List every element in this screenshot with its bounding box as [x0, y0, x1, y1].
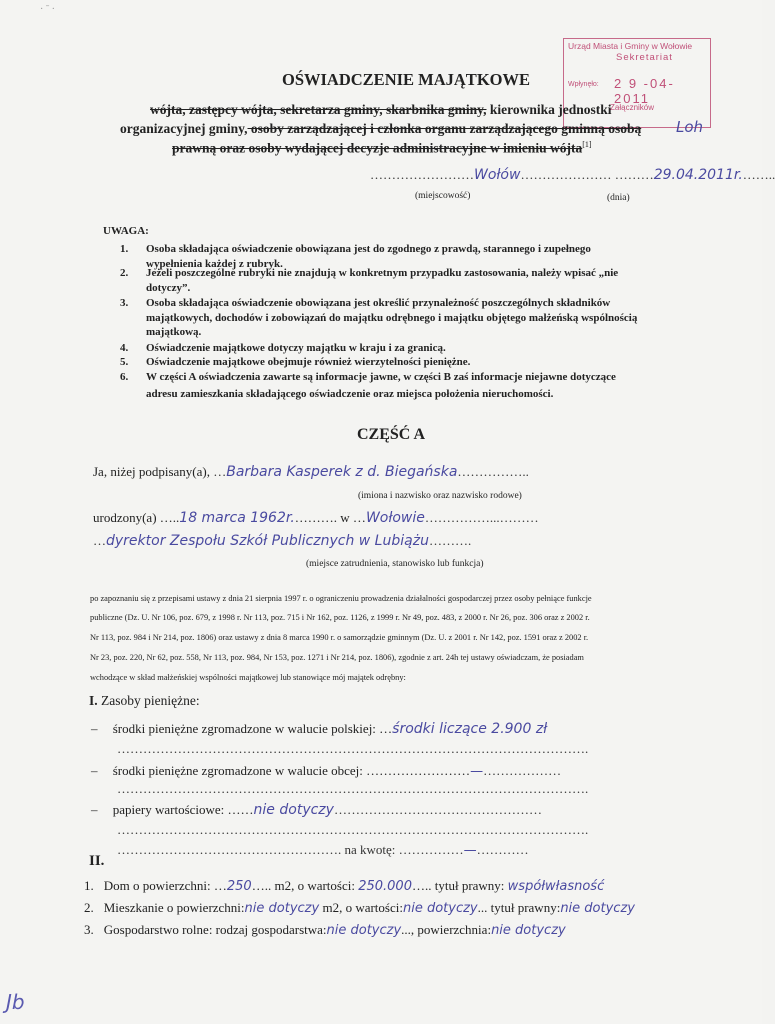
subtitle-handwritten-mark: Loh [676, 118, 704, 136]
legal-text-line: publiczne (Dz. U. Nr 106, poz. 679, z 1998 r. Nr 113, poz. 715 i Nr 162, poz. 1126, z 1999 r. Nr 49, poz. 483, z 2000 r. Nr 26, poz. 306 oraz z 2002 r. [90, 613, 590, 622]
property-row [84, 878, 604, 894]
uwaga-item-number: 3. [120, 297, 129, 309]
property-value-3[interactable]: nie dotyczy [560, 901, 635, 916]
uwaga-item-text: majątkową. [146, 326, 202, 338]
birth-place-value[interactable]: Wołowie [365, 510, 425, 526]
property-value-2[interactable]: nie dotyczy [491, 923, 566, 938]
pln-funds-line: – środki pieniężne zgromadzone w walucie polskiej: …środki liczące 2.900 zł [91, 721, 548, 737]
subtitle-struck-1: wójta, zastępcy wójta, sekretarza gminy, skarbnika gminy, [150, 102, 487, 117]
uwaga-item-text: Osoba składająca oświadczenie obowiązana jest określić przynależność poszczególnych składników [146, 297, 611, 309]
workplace-caption: (miejsce zatrudnienia, stanowisko lub funkcja) [306, 559, 484, 569]
scan-marks: · ˉ · [40, 4, 55, 15]
section-1-heading: I. Zasoby pieniężne: [89, 693, 200, 708]
subtitle-kept-1: kierownika jednostki [486, 102, 612, 117]
uwaga-item-number: 6. [120, 371, 129, 383]
name-value[interactable]: Barbara Kasperek z d. Biegańska [226, 464, 458, 480]
uwaga-item-text: Jeżeli poszczególne rubryki nie znajdują w konkretnym przypadku zastosowania, należy wpisać „nie [146, 267, 619, 279]
securities-amount-line: ……………………………………………. na kwotę: ……………—………… [117, 842, 529, 858]
place-label: (miejscowość) [415, 191, 471, 201]
stamp-date: 2 9 -04- 2011 [614, 76, 675, 106]
stamp-received-label: Wpłynęło: [568, 81, 599, 88]
securities-amount-value[interactable]: — [463, 843, 477, 858]
property-value-1[interactable]: nie dotyczy [326, 923, 402, 938]
property-number: 2. [84, 900, 94, 915]
property-value-2[interactable]: nie dotyczy [402, 901, 478, 916]
workplace-value[interactable]: dyrektor Zespołu Szkół Publicznych w Lubiążu [106, 533, 429, 549]
subtitle-line-3 [172, 140, 592, 157]
property-value-2[interactable]: 250.000 [358, 879, 412, 894]
property-row [84, 900, 635, 916]
foreign-funds-value[interactable]: — [470, 764, 484, 779]
uwaga-item-text: majątkowych, dochodów i zobowiązań do majątku odrębnego i majątku objętego małżeńską wspólnością [146, 312, 638, 324]
uwaga-item-text: dotyczy”. [146, 282, 191, 294]
securities-value[interactable]: nie dotyczy [253, 802, 334, 818]
subtitle-kept-2: organizacyjnej gminy, [120, 121, 248, 136]
subtitle-struck-3: prawną oraz osoby wydającej decyzje administracyjne w imieniu wójta [172, 140, 583, 156]
stamp-attachments: Załączników [610, 103, 655, 112]
legal-text-line: Nr 23, poz. 220, Nr 62, poz. 558, Nr 113, poz. 984, Nr 153, poz. 1271 i Nr 214, poz. 1806), zgodnie z art. 24h tej ustawy oświadczam, że posiadam [90, 653, 584, 662]
place-value: Wołów [474, 167, 521, 183]
birth-date-value[interactable]: 18 marca 1962r. [179, 510, 295, 526]
date-label: (dnia) [607, 193, 630, 203]
property-value-1[interactable]: 250 [226, 879, 252, 894]
place-date-line: ……………………Wołów………………… ………29.04.2011r.…….. [370, 167, 775, 183]
foreign-funds-label: środki pieniężne zgromadzone w walucie obcej: …………………… [112, 763, 471, 778]
uwaga-item-text: Osoba składająca oświadczenie obowiązana jest do zgodnego z prawdą, starannego i zupełnego [146, 243, 591, 255]
property-label: Dom o powierzchni: … [103, 878, 227, 893]
property-label: Mieszkanie o powierzchni: [103, 900, 245, 915]
section-2-heading: II. [89, 853, 105, 869]
uwaga-item-text: adresu zamieszkania składającego oświadczenie oraz miejsca położenia nieruchomości. [146, 388, 554, 400]
legal-text-line: Nr 113, poz. 984 i Nr 214, poz. 1806) oraz ustawy z dnia 8 marca 1990 r. o samorządzie gminnym (Dz. U. z 2001 r. Nr 142, poz. 1591 oraz z 2002 r. [90, 633, 589, 642]
foreign-funds-dots: ………………………………………………………………………………………………. [117, 781, 589, 796]
uwaga-item-text: wypełnienia każdej z rubryk. [146, 258, 283, 270]
footnote-ref: [1] [582, 140, 592, 149]
property-label-3: ... tytuł prawny: [477, 900, 561, 915]
property-row [84, 922, 566, 938]
property-value-1[interactable]: nie dotyczy [244, 901, 320, 916]
stamp-office: Urząd Miasta i Gminy w Wołowie [568, 41, 693, 51]
property-label: Gospodarstwo rolne: rodzaj gospodarstwa: [103, 922, 327, 937]
subtitle-line-1 [150, 102, 612, 118]
pln-funds-dots: ………………………………………………………………………………………………. [117, 741, 589, 756]
uwaga-item-number: 4. [120, 342, 129, 354]
uwaga-item-number: 5. [120, 356, 129, 368]
document-title: OŚWIADCZENIE MAJĄTKOWE [282, 70, 530, 89]
property-label-2: ….. m2, o wartości: [251, 878, 359, 893]
legal-text-line: po zapoznaniu się z przepisami ustawy z dnia 21 sierpnia 1997 r. o ograniczeniu prowadzenia działalności gospodarczej przez osoby pełniące funkcje [90, 594, 592, 603]
property-number: 3. [84, 922, 94, 937]
property-value-3[interactable]: współwłasność [507, 879, 605, 894]
property-label-3: ….. tytuł prawny: [411, 878, 508, 893]
pln-funds-value[interactable]: środki liczące 2.900 zł [392, 721, 548, 737]
margin-signature: Jb [6, 990, 25, 1014]
uwaga-item-text: Oświadczenie majątkowe obejmuje również wierzytelności pieniężne. [146, 356, 471, 368]
securities-line: – papiery wartościowe: ……nie dotyczy………………………………………… [91, 802, 542, 818]
part-a-heading: CZĘŚĆ A [357, 426, 426, 443]
date-value: 29.04.2011r. [653, 167, 743, 183]
stamp-dept: Sekretariat [616, 52, 673, 63]
uwaga-item-number: 2. [120, 267, 129, 279]
property-label-2: m2, o wartości: [319, 900, 403, 915]
name-caption: (imiona i nazwisko oraz nazwisko rodowe) [358, 491, 522, 501]
pln-funds-label: środki pieniężne zgromadzone w walucie polskiej: … [112, 721, 393, 736]
birth-line: urodzony(a) …..18 marca 1962r.………. w …Wołowie……………...……… [93, 510, 539, 526]
property-number: 1. [84, 878, 94, 893]
name-line: Ja, niżej podpisany(a), …Barbara Kasperek z d. Biegańska…………….. [93, 464, 529, 480]
foreign-funds-line: – środki pieniężne zgromadzone w walucie obcej: ……………………—……………… [91, 763, 562, 779]
workplace-line: …dyrektor Zespołu Szkół Publicznych w Lubiążu………. [93, 533, 472, 549]
property-label-2: ..., powierzchnia: [401, 922, 492, 937]
securities-dots-1: ………………………………………………………………………………………………. [117, 822, 589, 837]
name-label: Ja, niżej podpisany(a), [93, 464, 214, 479]
uwaga-item-text: W części A oświadczenia zawarte są informacje jawne, w części B zaś informacje niejawne dotyczące [146, 371, 616, 383]
legal-text-line: wchodzące w skład małżeńskiej wspólności majątkowej lub stanowiące mój majątek odrębny: [90, 673, 406, 682]
subtitle-line-2 [120, 121, 641, 137]
securities-label: papiery wartościowe: …… [112, 802, 254, 817]
born-label: urodzony(a) ….. [93, 510, 180, 525]
uwaga-item-text: Oświadczenie majątkowe dotyczy majątku w kraju i za granicą. [146, 342, 446, 354]
uwaga-item-number: 1. [120, 243, 129, 255]
subtitle-struck-2: osoby zarządzającej i członka organu zarządzającego gminną osobą [247, 121, 642, 136]
uwaga-heading: UWAGA: [103, 225, 149, 237]
